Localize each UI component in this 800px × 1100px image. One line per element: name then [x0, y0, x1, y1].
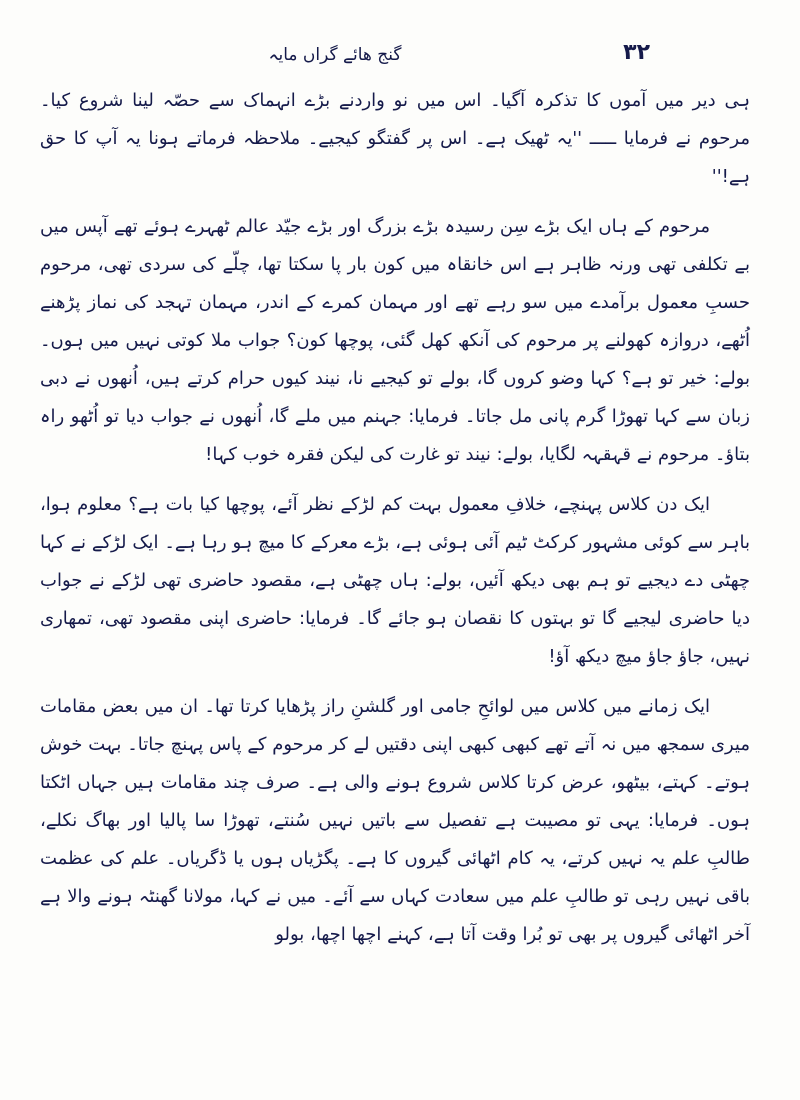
- paragraph-1: ہی دیر میں آموں کا تذکرہ آگیا۔ اس میں نو واردنے بڑے انہماک سے حصّہ لینا شروع کیا۔ مرحوم نے فرمایا ـــــ ''یہ ٹھیک ہے۔ اس پر گفتگو کیجیے۔ ملاحظہ فرماتے ہونا یہ آپ کا حق ہے!'': [40, 90, 750, 187]
- page-body: [40, 82, 750, 966]
- paragraph-4: ایک زمانے میں کلاس میں لوائحِ جامی اور گلشنِ راز پڑھایا کرتا تھا۔ ان میں بعض مقامات میری سمجھ میں نہ آتے تھے کبھی کبھی اپنی دقتیں لے کر مرحوم کے پاس پہنچ جاتا۔ بہت خوش ہوتے۔ کہتے، بیٹھو، عرض کرتا کلاس شروع ہونے والی ہے۔ صرف چند مقامات ہیں جہاں اٹکتا ہوں۔ فرمایا: یہی تو مصیبت ہے تفصیل سے باتیں نہیں سُنتے، تھوڑا سا پالیا اور بھاگ نکلے، طالبِ علم یہ نہیں کرتے، یہ کام اٹھائی گیروں کا ہے۔ پگڑیاں ہوں یا ڈگریاں۔ علم کی عظمت باقی نہیں رہی تو طالبِ علم میں سعادت کہاں سے آئے۔ میں نے کہا، مولانا گھنٹہ ہونے والا ہے آخر اٹھائی گیروں پر بھی تو بُرا وقت آتا ہے، کہنے اچھا اچھا، بولو: [40, 696, 750, 945]
- paragraph-3: ایک دن کلاس پہنچے، خلافِ معمول بہت کم لڑکے نظر آئے، پوچھا کیا بات ہے؟ معلوم ہوا، باہر سے کوئی مشہور کرکٹ ٹیم آئی ہوئی ہے، بڑے معرکے کا میچ ہو رہا ہے۔ ایک لڑکے نے کہا چھٹی دے دیجیے تو ہم بھی دیکھ آئیں، بولے: ہاں چھٹی ہے، مقصود حاضری تھی لڑکے نے جواب دیا حاضری لیجیے گا تو بہتوں کا نقصان ہو جائے گا۔ فرمایا: حاضری اپنی مقصود تھی، تمھاری نہیں، جاؤ جاؤ میچ دیکھ آؤ!: [40, 494, 750, 667]
- page-number: ۳۲: [623, 40, 650, 65]
- page-header: [60, 40, 650, 80]
- paragraph-2: مرحوم کے ہاں ایک بڑے سِن رسیدہ بڑے بزرگ اور بڑے جیّد عالم ٹھہرے ہوئے تھے آپس میں بے تکلفی تھی ورنہ ظاہر ہے اس خانقاہ میں کون بار پا سکتا تھا، چلّے کی سردی تھی، مرحوم حسبِ معمول برآمدے میں سو رہے تھے اور مہمان کمرے کے اندر، مہمان تہجد کی نماز پڑھنے اُٹھے، دروازہ کھولنے پر مرحوم کی آنکھ کھل گئی، پوچھا کون؟ جواب ملا کوتی نہیں میں ہوں۔ بولے: خیر تو ہے؟ کہا وضو کروں گا، بولے تو کیجیے نا، نیند کیوں حرام کرتے ہیں، اُنھوں نے دبی زبان سے کہا تھوڑا گرم پانی مل جاتا۔ فرمایا: جہنم میں ملے گا، اُنھوں نے جواب دیا تو اُٹھو راہ بتاؤ۔ مرحوم نے قہقہہ لگایا، بولے: نیند تو غارت کی لیکن فقرہ خوب کہا!: [40, 216, 750, 465]
- running-title: گنج ھائے گراں مایہ: [268, 45, 402, 65]
